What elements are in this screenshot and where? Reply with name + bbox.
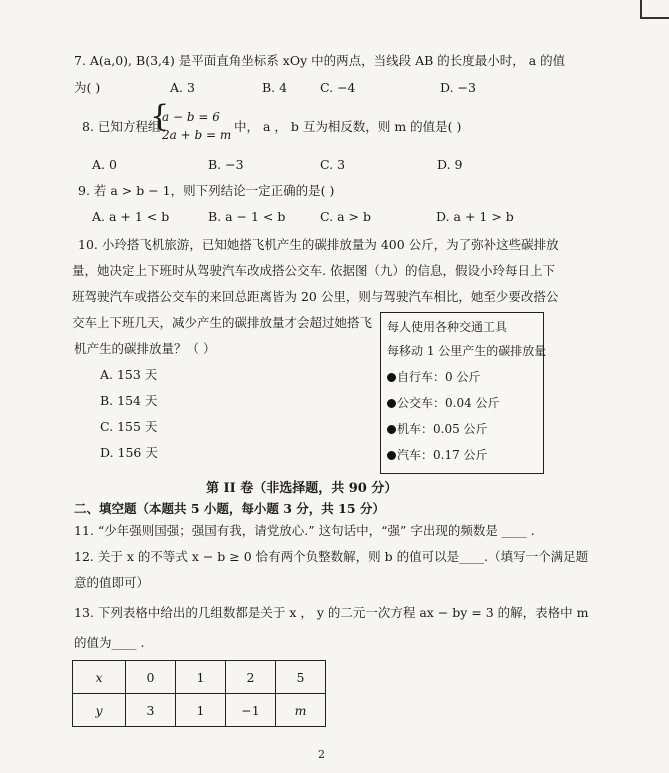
xy-solution-table	[72, 660, 326, 727]
q8-option-d: D. 9	[437, 157, 463, 172]
bullet-dot-icon	[387, 451, 396, 460]
carbon-emission-info-box	[380, 312, 547, 474]
table-cell: 5	[276, 661, 326, 694]
info-item-motorcycle: 机车：0.05 公斤	[387, 421, 488, 437]
q8-prefix: 8. 已知方程组	[82, 119, 161, 134]
table-cell: 3	[126, 694, 176, 727]
q8-suffix: 中， a ， b 互为相反数，则 m 的值是( )	[234, 119, 462, 134]
q8-option-a: A. 0	[92, 157, 117, 172]
q10-option-d: D. 156 天	[100, 445, 158, 460]
table-cell: 1	[176, 694, 226, 727]
table-cell: y	[73, 694, 126, 727]
bullet-dot-icon	[387, 399, 396, 408]
q10-stem-line1: 10. 小玲搭飞机旅游，已知她搭飞机产生的碳排放量为 400 公斤，为了弥补这些碳排放	[78, 237, 559, 252]
table-cell: 2	[226, 661, 276, 694]
q10-stem-line3: 班驾驶汽车或搭公交车的来回总距离皆为 20 公里，则与驾驶汽车相比，她至少要改搭公	[72, 289, 559, 304]
q8-eq2: 2a + b = m	[162, 128, 232, 142]
q10-option-c: C. 155 天	[100, 419, 158, 434]
q7-option-c: C. −4	[320, 80, 356, 95]
q12-stem-line1: 12. 关于 x 的不等式 x − b ≥ 0 恰有两个负整数解，则 b 的值可以是____.（填写一个满足题	[74, 549, 589, 564]
q8-option-c: C. 3	[320, 157, 346, 172]
q7-option-a: A. 3	[170, 80, 195, 95]
info-item-bicycle: 自行车：0 公斤	[387, 369, 480, 385]
table-cell: 1	[176, 661, 226, 694]
q9-option-c: C. a > b	[320, 209, 371, 224]
info-item-car: 汽车：0.17 公斤	[387, 447, 488, 463]
q10-stem-line5: 机产生的碳排放量？（ ）	[74, 341, 216, 356]
q9-option-a: A. a + 1 < b	[92, 209, 170, 224]
q10-stem-line2: 量，她决定上下班时从驾驶汽车改成搭公交车. 依据图（九）的信息，假设小玲每日上下	[72, 263, 555, 278]
info-box-title-line1: 每人使用各种交通工具	[387, 320, 508, 334]
q8-option-b: B. −3	[208, 157, 244, 172]
bullet-dot-icon	[387, 425, 396, 434]
q10-option-b: B. 154 天	[100, 393, 158, 408]
table-cell: 0	[126, 661, 176, 694]
q12-stem-line2: 意的值即可）	[74, 575, 150, 590]
q7-stem-line1: 7. A(a,0), B(3,4) 是平面直角坐标系 xOy 中的两点，当线段 AB 的长度最小时， a 的值	[74, 53, 566, 68]
table-row	[73, 661, 326, 694]
page-number: 2	[318, 748, 325, 761]
section-title: 第 II 卷（非选择题，共 90 分）	[206, 481, 398, 496]
q10-stem-line4: 交车上下班几天，减少产生的碳排放量才会超过她搭飞	[72, 315, 373, 330]
scan-corner-mark	[591, 0, 669, 24]
bullet-dot-icon	[387, 373, 396, 382]
q7-option-d: D. −3	[440, 80, 476, 95]
table-cell: m	[276, 694, 326, 727]
q7-stem-line2: 为( )	[74, 80, 101, 95]
q13-stem-line2: 的值为____ .	[74, 635, 145, 650]
q13-stem-line1: 13. 下列表格中给出的几组数都是关于 x ， y 的二元一次方程 ax − by = 3 的解，表格中 m	[74, 605, 589, 620]
q9-option-d: D. a + 1 > b	[436, 209, 514, 224]
info-item-bus: 公交车：0.04 公斤	[387, 395, 500, 411]
q9-option-b: B. a − 1 < b	[208, 209, 286, 224]
q11-stem: 11. “少年强则国强；强国有我，请党放心.” 这句话中，“强” 字出现的频数是 ____ .	[74, 523, 535, 538]
q8-eq1: a − b = 6	[162, 110, 220, 124]
q10-option-a: A. 153 天	[100, 367, 158, 382]
brace-symbol: {	[150, 99, 170, 134]
table-cell: x	[73, 661, 126, 694]
q7-option-b: B. 4	[262, 80, 288, 95]
section-subtitle: 二、填空题（本题共 5 小题，每小题 3 分，共 15 分）	[74, 501, 385, 516]
q9-stem: 9. 若 a > b − 1，则下列结论一定正确的是( )	[78, 183, 335, 198]
table-cell: −1	[226, 694, 276, 727]
info-box-title-line2: 每移动 1 公里产生的碳排放量	[387, 344, 547, 358]
table-row	[73, 694, 326, 727]
